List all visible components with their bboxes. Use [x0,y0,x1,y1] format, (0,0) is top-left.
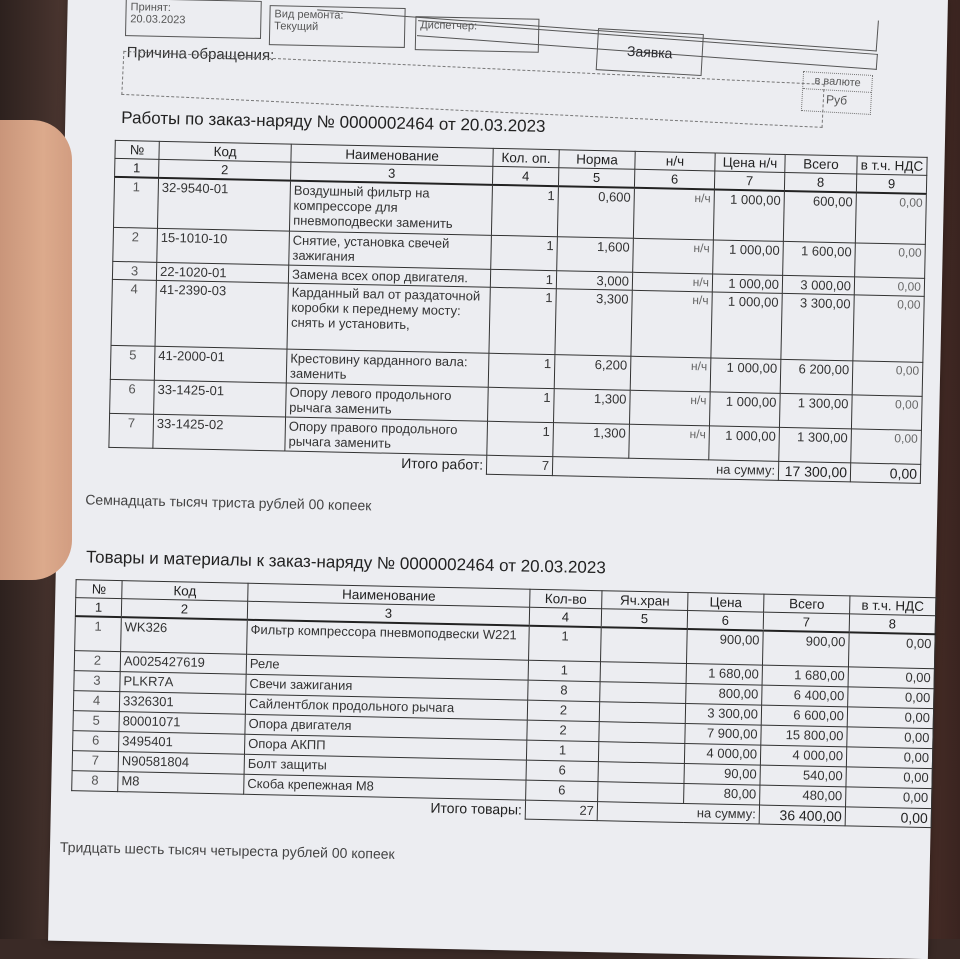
col-index: 7 [714,171,784,191]
materials-sum-in-words: Тридцать шесть тысяч четыреста рублей 00 копеек [59,838,395,862]
row-storage-cell [599,701,685,723]
row-vat: 0,00 [848,632,935,668]
row-total: 15 800,00 [761,725,847,747]
row-name: Воздушный фильтр на компрессоре для пневмоподвески заменить [289,181,492,235]
row-price: 1 000,00 [711,291,782,358]
col-total: Всего [785,154,857,174]
row-number: 5 [110,345,155,380]
col-total: Всего [764,594,850,614]
row-name: Снятие, установка свечей зажигания [289,231,492,269]
row-code: M8 [118,771,244,794]
row-vat: 0,00 [851,394,922,429]
row-name: Скоба крепежная M8 [244,774,526,800]
row-code: PLKR7A [120,671,246,694]
row-total: 1 600,00 [783,241,856,277]
row-number: 4 [111,279,156,346]
row-qty: 6 [526,780,598,802]
reason-label: Причина обращения: [126,44,275,65]
col-index: 2 [159,159,291,180]
row-number: 2 [113,227,158,262]
document-header [117,0,928,108]
row-vat: 0,00 [851,428,922,463]
row-vat: 0,00 [847,706,933,728]
row-price: 1 000,00 [713,239,784,274]
row-price: 1 680,00 [686,663,762,685]
col-unit: н/ч [635,151,715,171]
col-number: № [115,140,159,159]
row-qty: 1 [491,185,558,236]
accepted-date: 20.03.2023 [130,13,186,27]
row-qty: 2 [527,720,599,742]
col-number: № [76,580,122,599]
row-name: Опору правого продольного рычага заменить [285,417,488,455]
row-name: Сайлентблок продольного рычага [245,694,527,720]
row-total: 6 200,00 [780,359,853,395]
row-code: N90581804 [118,751,244,774]
col-vat: в т.ч. НДС [857,156,927,175]
row-total: 3 300,00 [781,293,854,360]
row-number: 1 [114,177,159,228]
row-unit: н/ч [633,188,714,240]
accepted-label: Принят: [130,1,172,15]
row-total: 3 000,00 [782,275,854,295]
accepted-box [125,0,262,39]
row-unit: н/ч [629,424,710,460]
row-qty: 1 [487,421,554,456]
col-price: Цена [688,593,764,613]
row-unit: н/ч [629,390,710,426]
row-price: 1 000,00 [709,391,780,426]
col-index: 8 [849,614,935,634]
row-norm: 3,000 [556,270,632,290]
row-number: 3 [112,261,156,280]
row-number: 1 [75,616,122,651]
row-code: A0025427619 [120,651,246,674]
row-norm: 0,600 [557,186,634,238]
col-code: Код [122,581,248,602]
row-price: 1 000,00 [712,273,782,292]
row-norm: 1,300 [554,388,631,424]
row-total: 600,00 [783,191,856,242]
row-total: 1 300,00 [779,393,852,429]
col-index: 5 [601,609,687,629]
row-price: 3 300,00 [685,703,761,725]
row-name: Болт защиты [244,754,526,780]
row-price: 1 000,00 [713,189,784,240]
row-total: 1 680,00 [762,665,848,687]
row-name: Реле [246,654,528,680]
row-norm: 1,300 [553,422,630,458]
row-storage-cell [598,741,684,763]
col-index: 4 [529,607,601,627]
row-qty: 1 [488,353,555,388]
materials-sum-label: на сумму: [597,801,759,823]
currency-box [801,71,873,115]
row-norm: 1,600 [557,236,634,272]
materials-total-label: Итого товары: [430,799,523,818]
row-vat: 0,00 [846,746,932,768]
row-name: Замена всех опор двигателя. [288,265,490,287]
materials-sum-vat: 0,00 [845,806,931,827]
row-vat: 0,00 [854,276,924,295]
row-unit: н/ч [631,290,712,358]
materials-total-qty: 27 [525,800,597,821]
row-number: 8 [72,770,118,791]
row-norm: 3,300 [555,288,632,356]
row-unit: н/ч [633,238,714,274]
row-code: 33-1425-02 [153,414,286,451]
works-sum-label: на сумму: [552,456,778,480]
row-qty: 1 [491,235,558,270]
col-index: 1 [115,158,159,177]
row-code: 41-2390-03 [155,280,288,349]
row-number: 6 [73,730,119,751]
row-price: 900,00 [686,629,763,665]
row-code: 80001071 [119,711,245,734]
row-code: 32-9540-01 [157,178,290,231]
row-norm: 6,200 [554,354,631,390]
dispatcher-label: Диспетчер: [420,19,478,33]
row-qty: 1 [488,387,555,422]
row-storage-cell [599,721,685,743]
request-box: Заявка [596,28,704,76]
works-total-qty: 7 [486,455,552,475]
row-qty: 1 [529,626,602,662]
col-name: Наименование [248,583,530,607]
row-code: 3495401 [119,731,245,754]
row-price: 1 000,00 [709,425,780,460]
row-code: WK326 [121,617,248,654]
row-vat: 0,00 [847,726,933,748]
row-number: 7 [72,750,118,771]
row-vat: 0,00 [853,294,924,361]
col-op-qty: Кол. оп. [493,148,559,167]
row-number: 3 [74,670,120,691]
col-index: 4 [492,166,558,186]
currency-value: Руб [825,92,848,108]
row-storage-cell [601,627,688,663]
row-price: 4 000,00 [684,743,760,765]
row-qty: 1 [489,287,556,354]
row-code: 3326301 [119,691,245,714]
work-order-document [48,0,948,959]
col-storage-cell: Яч.хран [602,591,688,611]
row-name: Свечи зажигания [246,674,528,700]
col-index: 6 [687,611,763,631]
materials-section-title: Товары и материалы к заказ-наряду № 0000002464 от 20.03.2023 [85,547,606,578]
col-index: 7 [763,612,849,632]
row-total: 480,00 [760,785,846,807]
col-vat: в т.ч. НДС [850,596,936,616]
col-index: 5 [558,168,634,188]
row-storage-cell [598,761,684,783]
repair-type-label: Вид ремонта: [274,8,344,22]
col-name: Наименование [291,144,493,166]
row-total: 6 400,00 [762,685,848,707]
row-storage-cell [600,681,686,703]
row-vat: 0,00 [855,242,926,277]
row-number: 4 [73,690,119,711]
dispatcher-box [415,16,540,53]
row-vat: 0,00 [846,766,932,788]
row-price: 800,00 [686,683,762,705]
thumb-holding-paper [0,120,72,580]
materials-table [71,579,937,827]
col-norm: Норма [559,150,635,170]
row-name: Фильтр компрессора пневмоподвески W221 [247,620,530,660]
works-sum-vat: 0,00 [850,462,920,482]
row-code: 41-2000-01 [154,346,287,383]
row-qty: 1 [526,740,598,762]
row-vat: 0,00 [852,360,923,395]
row-number: 7 [109,413,154,448]
col-index: 3 [247,601,529,625]
works-sum-value: 17 300,00 [778,461,850,482]
row-number: 2 [74,650,120,671]
row-storage-cell [598,781,684,803]
row-total: 900,00 [762,631,849,667]
row-price: 1 000,00 [710,357,781,392]
col-index: 2 [121,599,247,620]
col-index: 6 [634,169,714,189]
works-sum-in-words: Семнадцать тысяч триста рублей 00 копеек [85,491,372,514]
col-index: 8 [784,172,856,192]
row-name: Крестовину карданного вала: заменить [286,349,489,387]
repair-type-value: Текущий [274,20,319,34]
row-total: 4 000,00 [760,745,846,767]
row-qty: 1 [490,269,556,288]
row-vat: 0,00 [855,192,926,243]
row-code: 22-1020-01 [156,262,288,283]
row-qty: 2 [527,700,599,722]
row-qty: 6 [526,760,598,782]
row-unit: н/ч [630,356,711,392]
col-index: 9 [856,174,926,194]
col-qty: Кол-во [530,589,602,609]
works-total-label: Итого работ: [401,454,484,473]
row-vat: 0,00 [848,666,934,688]
materials-sum-value: 36 400,00 [759,805,845,826]
row-number: 5 [73,710,119,731]
row-vat: 0,00 [848,686,934,708]
row-number: 6 [110,379,155,414]
col-index: 3 [291,162,493,185]
row-name: Опору левого продольного рычага заменить [286,383,489,421]
row-price: 80,00 [684,783,760,805]
row-price: 90,00 [684,763,760,785]
row-code: 33-1425-01 [154,380,287,417]
row-name: Опора АКПП [245,734,527,760]
col-price: Цена н/ч [715,153,785,172]
works-section-title: Работы по заказ-наряду № 0000002464 от 20.03.2023 [121,108,546,136]
row-name: Опора двигателя [245,714,527,740]
col-index: 1 [75,598,121,617]
row-unit: н/ч [632,272,712,292]
row-total: 540,00 [760,765,846,787]
works-table [108,140,928,483]
row-qty: 1 [528,660,600,682]
row-total: 6 600,00 [761,705,847,727]
row-qty: 8 [528,680,600,702]
row-total: 1 300,00 [779,427,852,463]
currency-label: в валюте [803,72,872,93]
row-code: 15-1010-10 [157,228,290,265]
row-vat: 0,00 [846,786,932,808]
row-name: Карданный вал от раздаточной коробки к переднему мосту: снять и установить, [287,283,490,353]
row-price: 7 900,00 [685,723,761,745]
repair-type-box [269,5,406,48]
col-code: Код [159,141,291,162]
row-storage-cell [600,661,686,683]
